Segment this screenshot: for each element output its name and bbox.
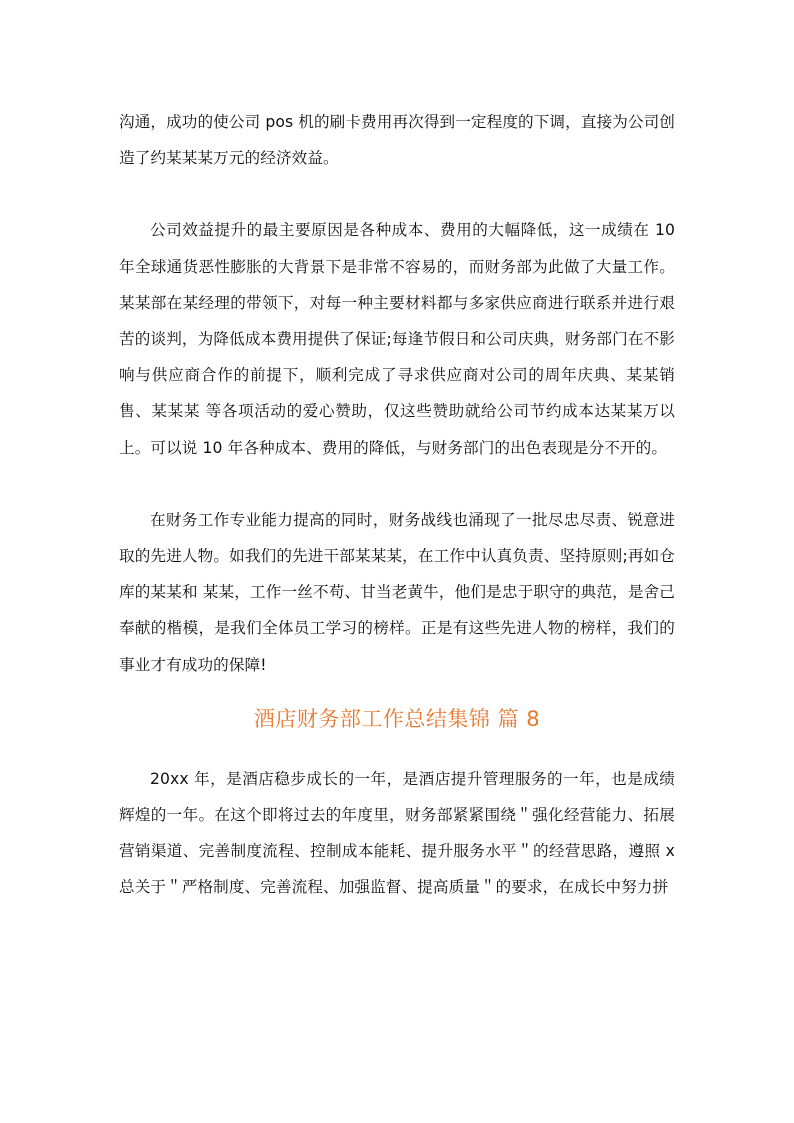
section-title: 酒店财务部工作总结集锦 篇 8 [253, 706, 541, 731]
paragraph-gap [119, 466, 675, 502]
paragraph-gap [119, 176, 675, 212]
title-gap [119, 747, 675, 761]
title-gap [119, 683, 675, 691]
document-body [119, 104, 675, 906]
paragraph-communication: 沟通，成功的使公司 pos 机的刷卡费用再次得到一定程度的下调，直接为公司创造了约某某某万元的经济效益。 [119, 113, 675, 168]
paragraph-advanced-staff: 在财务工作专业能力提高的同时，财务战线也涌现了一批尽忠尽责、锐意进取的先进人物。如我们的先进干部某某某，在工作中认真负责、坚持原则;再如仓库的某某和 某某，工作一丝不苟、甘当老黄牛，他们是忠于职守的典范，是舍己奉献的楷模，是我们全体员工学习的榜样。正是有这些先进人物的榜样，我们的事业才有成功的保障! [119, 510, 675, 674]
paragraph-cost-reduction: 公司效益提升的最主要原因是各种成本、费用的大幅降低，这一成绩在 10 年全球通货恶性膨胀的大背景下是非常不容易的，而财务部为此做了大量工作。某某部在某经理的带领下，对每一种主要材料都与多家供应商进行联系并进行艰苦的谈判，为降低成本费用提供了保证;每逢节假日和公司庆典，财务部门在不影响与供应商合作的前提下，顺利完成了寻求供应商对公司的周年庆典、某某销售、某某某 等各项活动的爱心赞助，仅这些赞助就给公司节约成本达某某万以上。可以说 10 年各种成本、费用的降低，与财务部门的出色表现是分不开的。 [119, 221, 675, 457]
paragraph-annual-summary: 20xx 年，是酒店稳步成长的一年，是酒店提升管理服务的一年，也是成绩辉煌的一年。在这个即将过去的年度里，财务部紧紧围绕＂强化经营能力、拓展营销渠道、完善制度流程、控制成本能耗、提升服务水平＂的经营思路，遵照 x 总关于＂严格制度、完善流程、加强监督、提高质量＂的要求，在成长中努力拼 [119, 769, 675, 897]
